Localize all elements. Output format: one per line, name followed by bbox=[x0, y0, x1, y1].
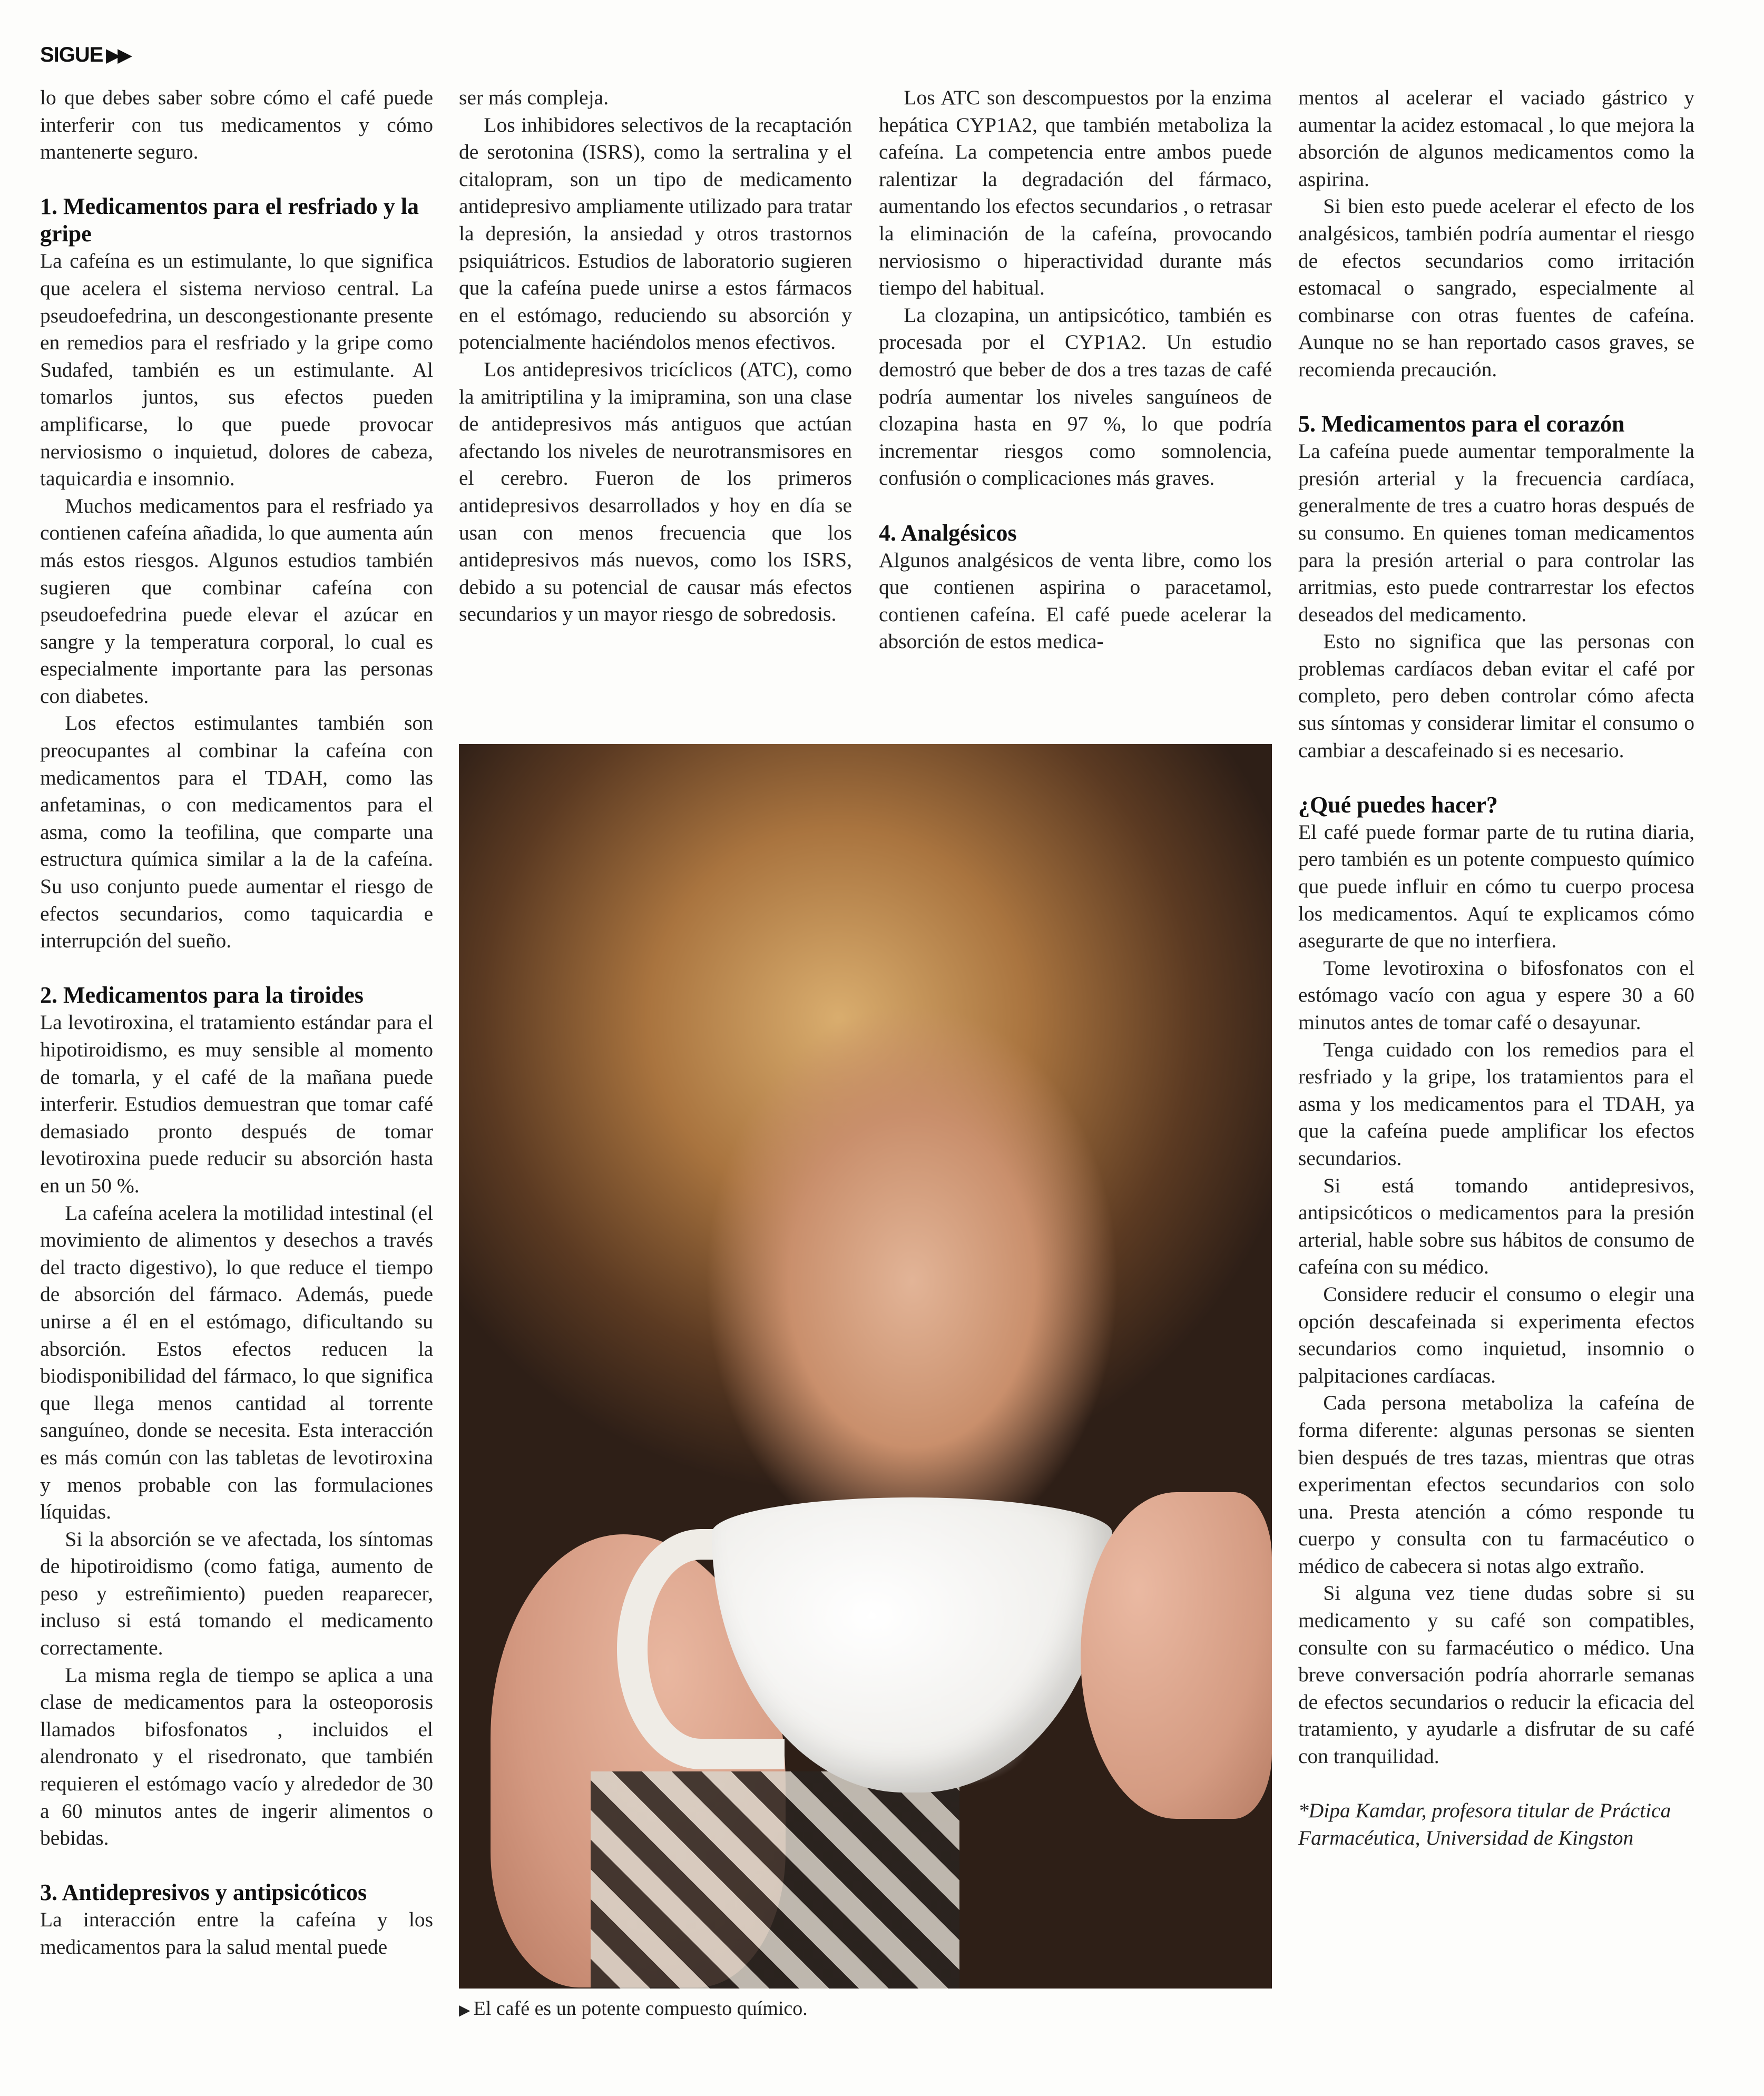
paragraph: ser más compleja. bbox=[459, 86, 609, 109]
paragraph: Si bien esto puede acelerar el efecto de los analgésicos, también podría aumentar el riesgo de efectos secundarios como irritación estomacal o sangrado, especialmente al combinarse con otras fuentes de cafeína. Aunque no se han reportado casos graves, se recomienda precaución. bbox=[1298, 194, 1694, 381]
section-heading-tiroides: 2. Medicamentos para la tiroides bbox=[40, 982, 364, 1008]
paragraph: Algunos analgésicos de venta libre, como los que contienen aspirina o paracetamol, contienen cafeína. El café puede acelerar la absorción de estos medica- bbox=[879, 548, 1272, 653]
article-column-1 bbox=[40, 84, 433, 1961]
section-heading-resfriado: 1. Medicamentos para el resfriado y la gripe bbox=[40, 193, 419, 247]
author-credit: *Dipa Kamdar, profesora titular de Práctica Farmacéutica, Universidad de Kingston bbox=[1298, 1799, 1671, 1849]
paragraph: La clozapina, un antipsicótico, también es procesada por el CYP1A2. Un estudio demostró que beber de dos a tres tazas de café podría aumentar los niveles sanguíneos de clozapina hasta en 97 %, lo que podría incrementar riesgos como somnolencia, confusión o complicaciones más graves. bbox=[879, 303, 1272, 490]
section-heading-corazon: 5. Medicamentos para el corazón bbox=[1298, 411, 1625, 437]
paragraph: La levotiroxina, el tratamiento estándar para el hipotiroidismo, es muy sensible al momento de tomarla, y el café de la mañana puede interferir. Estudios demuestran que tomar café demasiado pronto después de tomar levotiroxina puede reducir su absorción hasta en un 50 %. bbox=[40, 1011, 433, 1197]
paragraph: Los efectos estimulantes también son preocupantes al combinar la cafeína con medicamentos para el TDAH, como las anfetaminas, o con medicamentos para el asma, como la teofilina, que comparte una estructura química similar a la de la cafeína. Su uso conjunto puede aumentar el riesgo de efectos secundarios, como taquicardia e interrupción del sueño. bbox=[40, 711, 433, 953]
continued-label: SIGUE bbox=[40, 43, 103, 66]
paragraph: Tenga cuidado con los remedios para el resfriado y la gripe, los tratamientos para el asma y los medicamentos para el TDAH, ya que la cafeína puede amplificar los efectos secundarios. bbox=[1298, 1037, 1694, 1170]
paragraph: Considere reducir el consumo o elegir una opción descafeinada si experimenta efectos secundarios como inquietud, insomnio o palpitaciones cardíacas. bbox=[1298, 1282, 1694, 1387]
caption-marker-icon: ▶ bbox=[459, 2001, 471, 2019]
article-photo bbox=[459, 744, 1272, 1989]
paragraph: Los ATC son descompuestos por la enzima hepática CYP1A2, que también metaboliza la cafeína. La competencia entre ambos puede ralentizar la degradación del fármaco, aumentando los efectos secundarios , o retrasar la eliminación de la cafeína, provocando nerviosismo o hiperactividad durante más tiempo del habitual. bbox=[879, 86, 1272, 300]
photo-hand-right bbox=[1081, 1492, 1272, 1819]
paragraph: La cafeína puede aumentar temporalmente la presión arterial y la frecuencia cardíaca, generalmente de tres a cuatro horas después de su consumo. En quienes toman medicamentos para la presión arterial o para controlar las arritmias, esto puede contrarrestar los efectos deseados del medicamento. bbox=[1298, 439, 1694, 626]
article-column-4 bbox=[1298, 84, 1694, 1852]
continued-marker bbox=[40, 43, 130, 67]
section-heading-que-hacer: ¿Qué puedes hacer? bbox=[1298, 791, 1498, 818]
caption-text: El café es un potente compuesto químico. bbox=[473, 1997, 808, 2020]
paragraph: La cafeína acelera la motilidad intestinal (el movimiento de alimentos y desechos a través del tracto digestivo), lo que reduce el tiempo de absorción del fármaco. Además, puede unirse a él en el estómago, dificultando su absorción. Estos efectos reducen la biodisponibilidad del fármaco, lo que significa que llega menos cantidad al torrente sanguíneo, donde se necesita. Esta interacción es más común con las tabletas de levotiroxina y menos probable con las formulaciones líquidas. bbox=[40, 1201, 433, 1524]
paragraph: El café puede formar parte de tu rutina diaria, pero también es un potente compuesto químico que puede influir en cómo tu cuerpo procesa los medicamentos. Aquí te explicamos cómo asegurarte de que no interfiera. bbox=[1298, 820, 1694, 953]
paragraph: Esto no significa que las personas con problemas cardíacos deban evitar el café por completo, pero deben controlar cómo afecta sus síntomas y considerar limitar el consumo o cambiar a descafeinado si es necesario. bbox=[1298, 630, 1694, 762]
paragraph: Los antidepresivos tricíclicos (ATC), como la amitriptilina y la imipramina, son una clase de antidepresivos más antiguos que actúan afectando los niveles de neurotransmisores en el cerebro. Fueron de los primeros antidepresivos desarrollados y hoy en día se usan con menos frecuencia que los antidepresivos más nuevos, como los ISRS, debido a su potencial de causar más efectos secundarios y un mayor riesgo de sobredosis. bbox=[459, 357, 852, 626]
photo-sweater bbox=[591, 1771, 959, 1989]
article-column-2 bbox=[459, 84, 852, 628]
paragraph: Muchos medicamentos para el resfriado ya contienen cafeína añadida, lo que aumenta aún más estos riesgos. Algunos estudios también sugieren que combinar cafeína con pseudoefedrina puede elevar el azúcar en sangre y la temperatura corporal, lo cual es especialmente importante para las personas con diabetes. bbox=[40, 494, 433, 708]
paragraph: Si la absorción se ve afectada, los síntomas de hipotiroidismo (como fatiga, aumento de peso y estreñimiento) pueden reaparecer, incluso si está tomando el medicamento correctamente. bbox=[40, 1527, 433, 1660]
continued-arrows-icon: ▶▶ bbox=[106, 45, 130, 65]
section-heading-antidepresivos: 3. Antidepresivos y antipsicóticos bbox=[40, 1879, 367, 1906]
section-heading-analgesicos: 4. Analgésicos bbox=[879, 520, 1017, 546]
photo-caption bbox=[459, 1997, 808, 2022]
paragraph: Si está tomando antidepresivos, antipsicóticos o medicamentos para la presión arterial, hable sobre sus hábitos de consumo de cafeína con su médico. bbox=[1298, 1173, 1694, 1279]
paragraph: La cafeína es un estimulante, lo que significa que acelera el sistema nervioso central. La pseudoefedrina, un descongestionante presente en remedios para el resfriado y la gripe como Sudafed, también es un estimulante. Al tomarlos juntos, sus efectos pueden amplificarse, lo que puede provocar nerviosismo o inquietud, dolores de cabeza, taquicardia e insomnio. bbox=[40, 249, 433, 491]
paragraph: Si alguna vez tiene dudas sobre si su medicamento y su café son compatibles, consulte con su farmacéutico o médico. Una breve conversación podría ahorrarle semanas de efectos secundarios o reducir la eficacia del tratamiento, y ayudarle a disfrutar de su café con tranquilidad. bbox=[1298, 1581, 1694, 1768]
paragraph: La interacción entre la cafeína y los medicamentos para la salud mental puede bbox=[40, 1908, 433, 1958]
paragraph: Tome levotiroxina o bifosfonatos con el estómago vacío con agua y espere 30 a 60 minutos antes de tomar café o desayunar. bbox=[1298, 956, 1694, 1034]
article-column-3 bbox=[879, 84, 1272, 655]
paragraph: Cada persona metaboliza la cafeína de forma diferente: algunas personas se sienten bien después de tres tazas, mientras que otras experimentan efectos secundarios con solo una. Presta atención a cómo responde tu cuerpo y consulta con tu farmacéutico o médico de cabecera si notas algo extraño. bbox=[1298, 1391, 1694, 1578]
paragraph: La misma regla de tiempo se aplica a una clase de medicamentos para la osteoporosis llamados bifosfonatos , incluidos el alendronato y el risedronato, que también requieren el estómago vacío y alrededor de 30 a 60 minutos antes de ingerir alimentos o bebidas. bbox=[40, 1663, 433, 1850]
paragraph: lo que debes saber sobre cómo el café puede interferir con tus medicamentos y cómo mantenerte seguro. bbox=[40, 86, 433, 164]
paragraph: mentos al acelerar el vaciado gástrico y aumentar la acidez estomacal , lo que mejora la absorción de algunos medicamentos como la aspirina. bbox=[1298, 86, 1694, 191]
paragraph: Los inhibidores selectivos de la recaptación de serotonina (ISRS), como la sertralina y el citalopram, son un tipo de medicamento antidepresivo ampliamente utilizado para tratar la depresión, la ansiedad y otros trastornos psiquiátricos. Estudios de laboratorio sugieren que la cafeína puede unirse a estos fármacos en el estómago, reduciendo su absorción y potencialmente haciéndolos menos efectivos. bbox=[459, 113, 852, 354]
